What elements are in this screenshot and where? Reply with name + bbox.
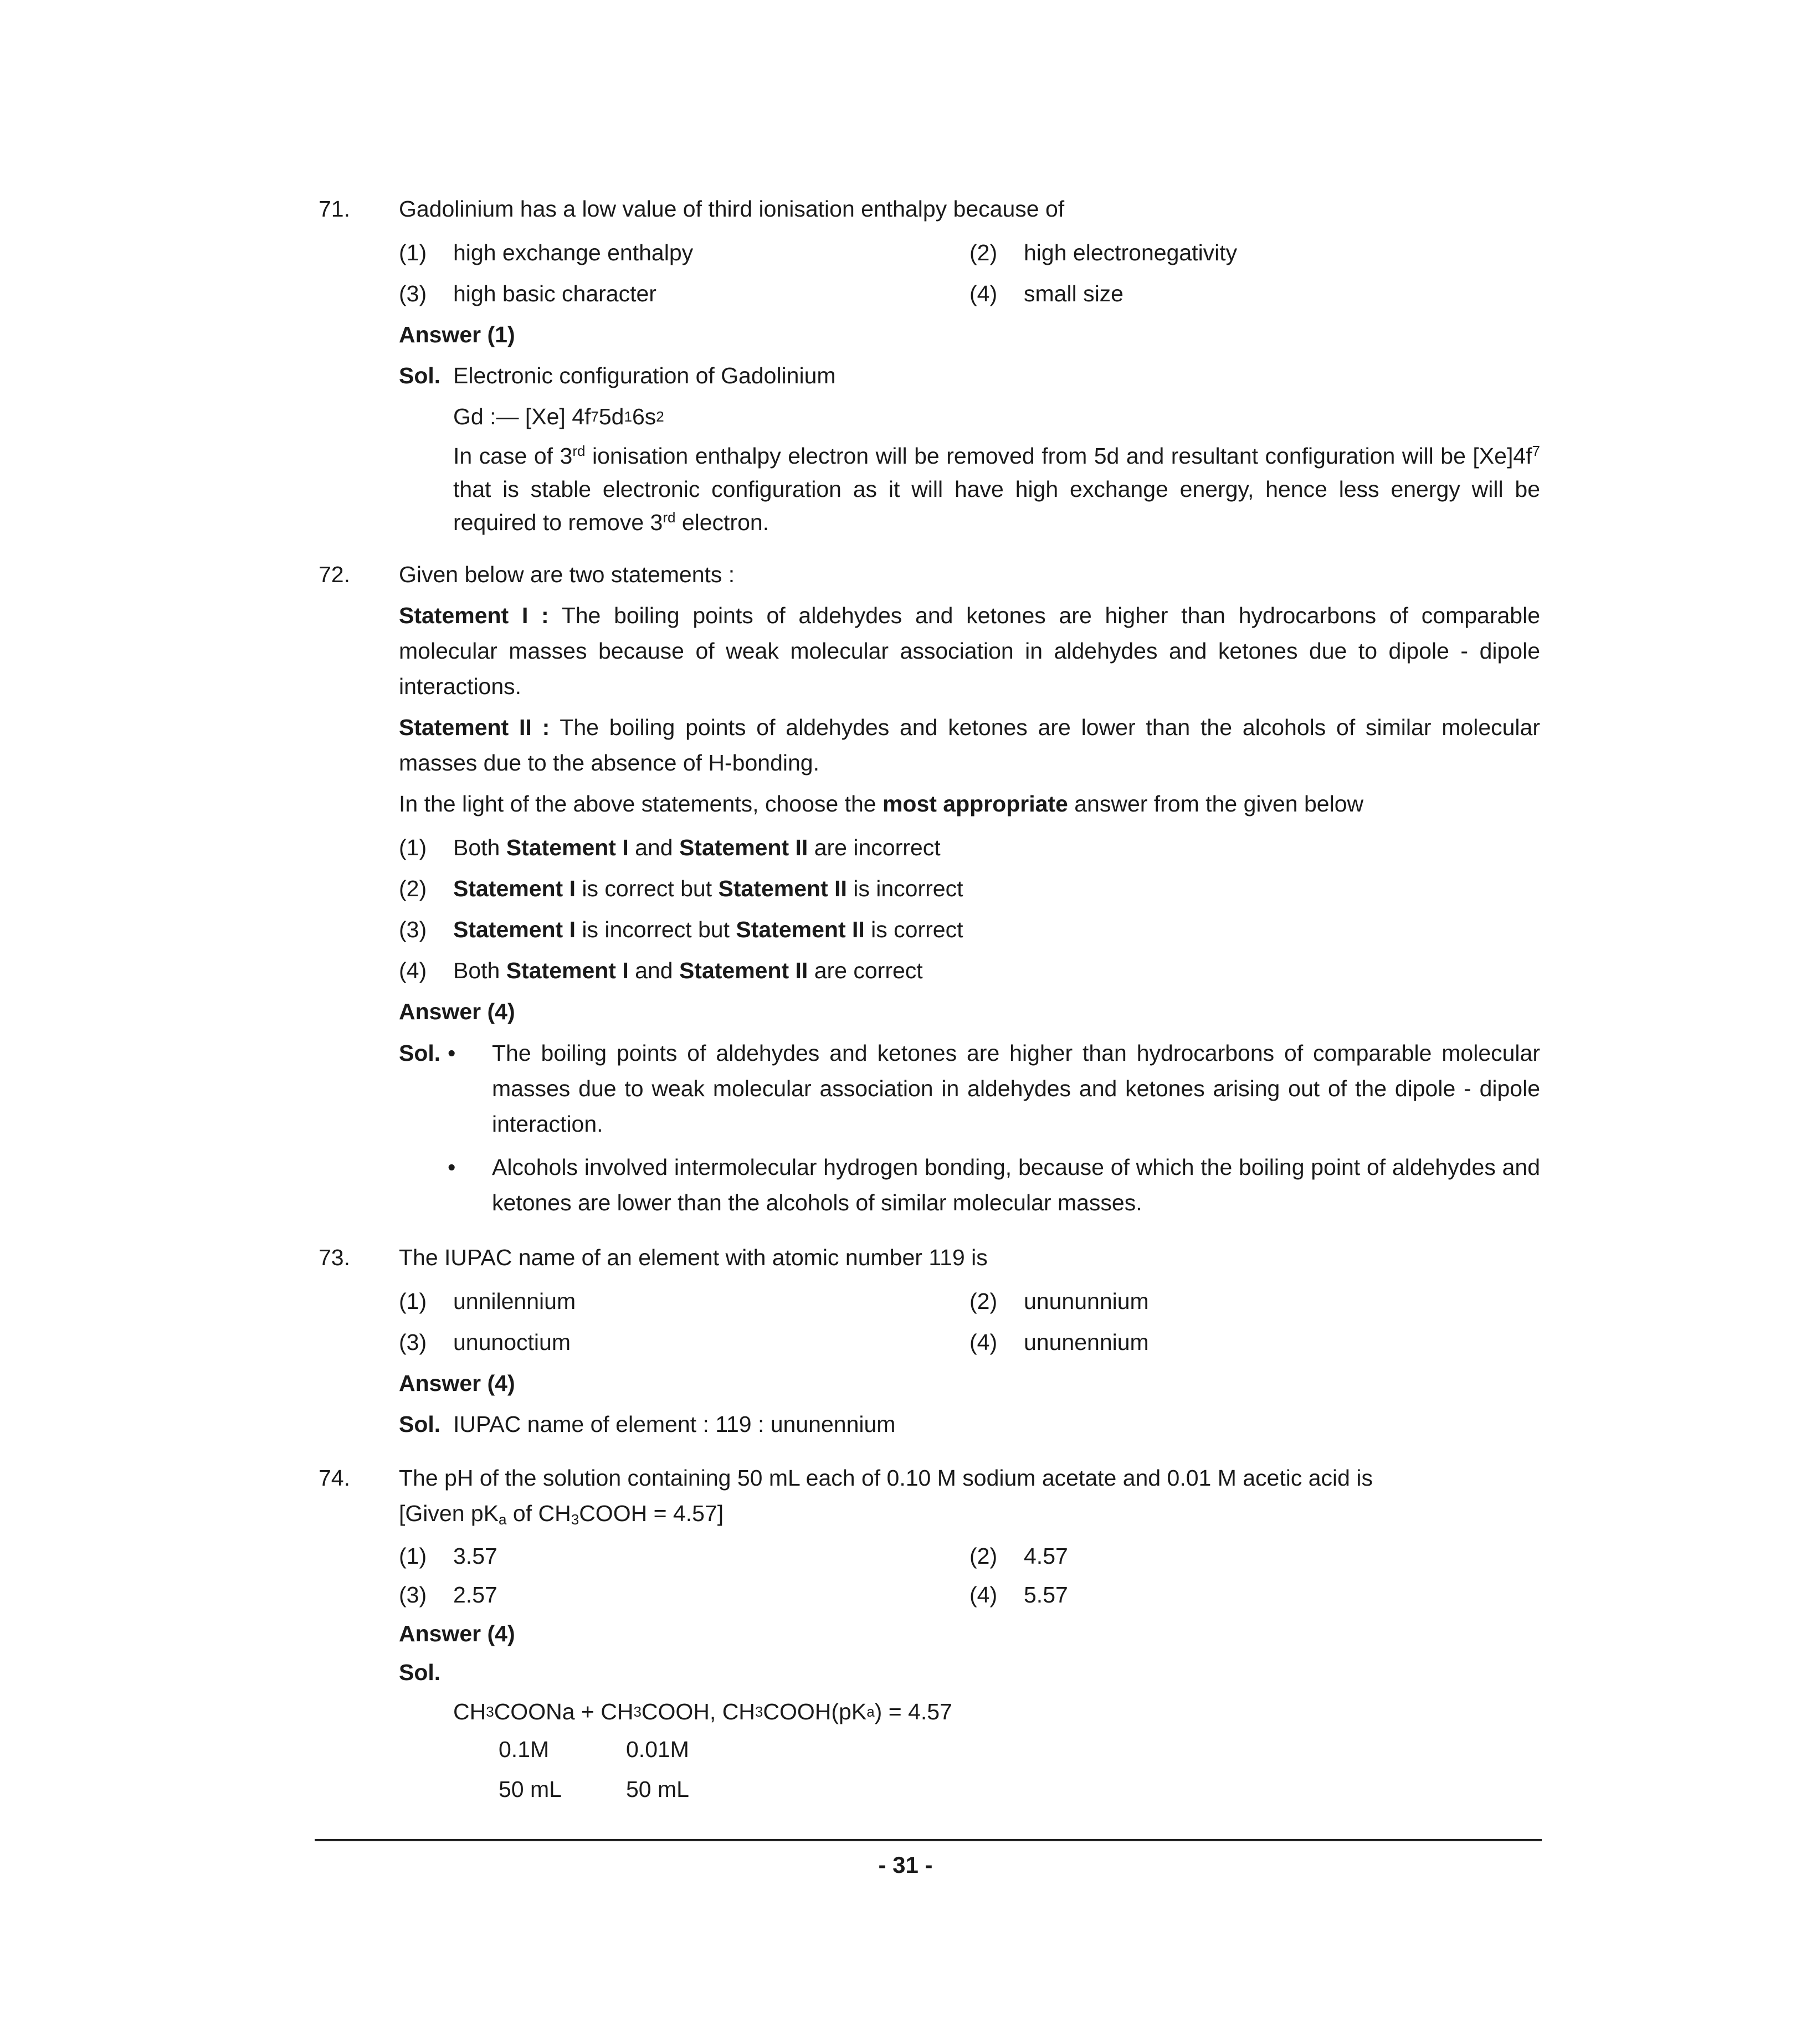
solution <box>399 1404 1540 1445</box>
solution-label: Sol. <box>399 363 441 388</box>
option-4: (4) ununennium <box>969 1329 1149 1355</box>
option-1: (1) Both Statement I and Statement II are incorrect <box>399 835 941 860</box>
solution-bullet-2: • Alcohols involved intermolecular hydrogen bonding, because of which the boiling point of aldehydes and ketones are lower than the alcohols of similar molecular masses. <box>448 1154 1540 1215</box>
table-cell: 0.01M <box>626 1737 689 1762</box>
option-1: (1) 3.57 <box>399 1543 497 1569</box>
question-74 <box>319 1460 1537 1811</box>
footer-divider <box>315 1839 1542 1841</box>
reaction-equation: CH 3 COONa + CH 3 COOH, CH 3 COOH(pK a ) = 4.57 <box>453 1699 952 1724</box>
option-4: (4) small size <box>969 281 1123 306</box>
solution-label: Sol. <box>399 1660 441 1685</box>
solution-label: Sol. <box>399 1040 441 1066</box>
statement-2: Statement II : The boiling points of aldehydes and ketones are lower than the alcohols of similar molecular masses due to the absence of H-bonding. <box>399 715 1540 776</box>
option-3: (3) ununoctium <box>399 1329 571 1355</box>
answer: Answer (4) <box>399 1621 515 1646</box>
solution <box>399 1035 1540 1228</box>
option-1: (1) high exchange enthalpy <box>399 240 694 265</box>
options <box>399 232 1540 314</box>
option-2: (2) unununnium <box>969 1288 1149 1314</box>
question-number: 71. <box>319 196 350 222</box>
solution-text: IUPAC name of element : 119 : ununennium <box>453 1411 896 1437</box>
option-3: (3) 2.57 <box>399 1582 497 1608</box>
page-number: - 31 - <box>878 1852 933 1878</box>
options <box>399 1537 1540 1614</box>
statement-1: Statement I : The boiling points of aldehydes and ketones are higher than hydrocarbons of comparable molecular masses because of weak molecular association in aldehydes and ketones due to dipole - dipole interactions. <box>399 603 1540 699</box>
option-2: (2) 4.57 <box>969 1543 1068 1569</box>
electron-configuration: Gd :— [Xe] 4f 7 5d 1 6s 2 <box>453 404 664 429</box>
given-data: [Given $pK_a$ of $CH_3COOH = 4.57$] <box>399 1501 724 1528</box>
question-text: The IUPAC name of an element with atomic number 119 is <box>399 1245 988 1270</box>
solution-text: Electronic configuration of Gadolinium <box>453 363 836 388</box>
solution-label: Sol. <box>399 1411 441 1437</box>
question-72 <box>319 557 1540 1228</box>
options <box>399 1281 1540 1363</box>
question-71 <box>319 191 1540 545</box>
option-3: (3) Statement I is incorrect but Statement II is correct <box>399 917 963 942</box>
question-73 <box>319 1240 1537 1445</box>
table-cell: 50 mL <box>626 1776 689 1802</box>
question-intro: Given below are two statements : <box>399 562 735 587</box>
options <box>399 827 1540 991</box>
option-2: (2) Statement I is correct but Statement II is incorrect <box>399 876 963 901</box>
question-text: Gadolinium has a low value of third ionisation enthalpy because of <box>399 196 1065 222</box>
option-1: (1) unnilennium <box>399 1288 576 1314</box>
option-4: (4) 5.57 <box>969 1582 1068 1608</box>
question-number: 74. <box>319 1465 350 1491</box>
concentration-table <box>499 1732 1540 1811</box>
option-2: (2) high electronegativity <box>969 240 1238 265</box>
answer: Answer (4) <box>399 1370 515 1396</box>
answer: Answer (4) <box>399 999 515 1024</box>
question-number: 72. <box>319 562 350 587</box>
instruction: In the light of the above statements, choose the most appropriate answer from the given below <box>399 791 1364 816</box>
question-number: 73. <box>319 1245 350 1270</box>
option-4: (4) Both Statement I and Statement II are correct <box>399 958 923 983</box>
solution-bullet-1: • The boiling points of aldehydes and ketones are higher than hydrocarbons of comparable molecular masses due to weak molecular association in aldehydes and ketones arising out of the dipole - dipole interaction. <box>448 1040 1540 1137</box>
solution <box>399 355 1540 396</box>
table-cell: 50 mL <box>499 1776 562 1802</box>
question-text: The pH of the solution containing 50 mL each of 0.10 M sodium acetate and 0.01 M acetic acid is <box>399 1465 1373 1491</box>
table-cell: 0.1M <box>499 1737 550 1762</box>
answer: Answer (1) <box>399 322 515 347</box>
solution-explanation: In case of 3rd ionisation enthalpy electron will be removed from 5d and resultant configuration will be $[Xe]4f^7$ that is stable electronic configuration as it will have high exchange energy, hence less energy will be required to remove 3rd electron. <box>453 443 1540 535</box>
option-3: (3) high basic character <box>399 281 656 306</box>
